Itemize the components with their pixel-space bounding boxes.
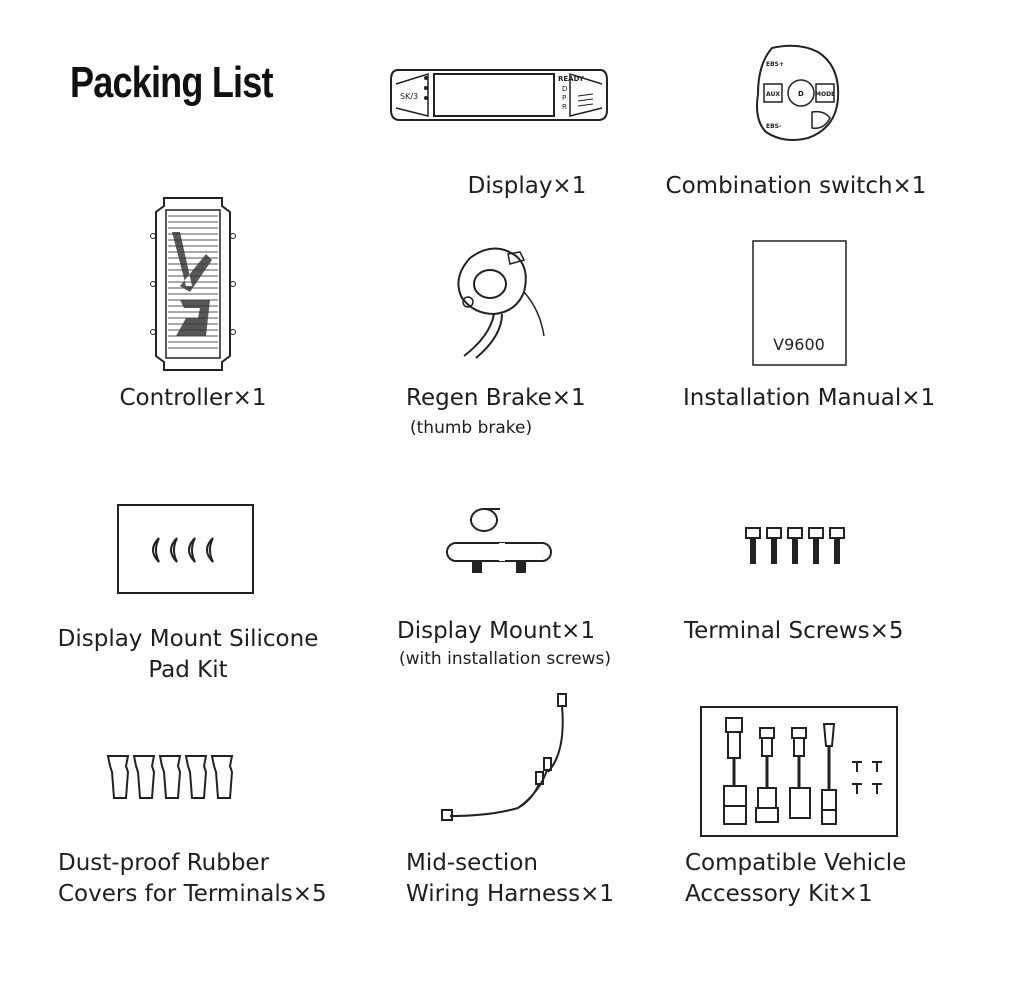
installation-manual-illustration (752, 240, 848, 368)
manual-code: V9600 (773, 335, 825, 354)
rubber-covers-label-line1: Dust-proof Rubber (58, 850, 270, 876)
controller-illustration (150, 196, 236, 372)
wiring-harness-illustration (440, 692, 574, 828)
wiring-harness-label-line1: Mid-section (406, 850, 538, 876)
rubber-covers-label-line2: Covers for Terminals×5 (58, 881, 327, 907)
display-mount-note: (with installation screws) (399, 649, 612, 669)
silicone-pad-label-line2: Pad Kit (148, 657, 228, 683)
silicone-pad-label-line1: Display Mount Silicone (57, 626, 319, 652)
display-mount-label: Display Mount×1 (397, 618, 596, 644)
combination-switch-illustration (752, 44, 844, 142)
display-button-label: SK/3 (400, 92, 419, 101)
display-label: Display×1 (467, 173, 587, 199)
display-ready-text: READY (558, 75, 584, 83)
display-illustration (388, 66, 610, 124)
display-mount-illustration (444, 505, 556, 577)
regen-brake-note: (thumb brake) (410, 418, 533, 438)
page-title: Packing List (70, 58, 273, 107)
rubber-covers-illustration (106, 752, 238, 802)
regen-brake-label: Regen Brake×1 (406, 385, 586, 411)
regen-brake-illustration (450, 240, 550, 360)
switch-ebs-minus: EBS- (766, 123, 782, 130)
terminal-screws-illustration (742, 524, 852, 566)
display-gear-p: P (562, 94, 567, 102)
display-gear-d: D (562, 85, 568, 93)
switch-aux: AUX (766, 91, 780, 98)
accessory-kit-illustration (700, 706, 900, 838)
installation-manual-label: Installation Manual×1 (683, 385, 936, 411)
switch-mode: MODE (815, 91, 836, 98)
wiring-harness-label-line2: Wiring Harness×1 (406, 881, 614, 907)
combination-switch-label: Combination switch×1 (665, 173, 927, 199)
accessory-kit-label-line1: Compatible Vehicle (685, 850, 907, 876)
display-gear-r: R (562, 103, 567, 111)
accessory-kit-label-line2: Accessory Kit×1 (685, 881, 873, 907)
switch-ebs-plus: EBS+ (766, 61, 785, 68)
terminal-screws-label: Terminal Screws×5 (684, 618, 904, 644)
silicone-pad-kit-illustration (117, 504, 255, 596)
switch-d: D (798, 90, 804, 98)
controller-label: Controller×1 (119, 385, 267, 411)
